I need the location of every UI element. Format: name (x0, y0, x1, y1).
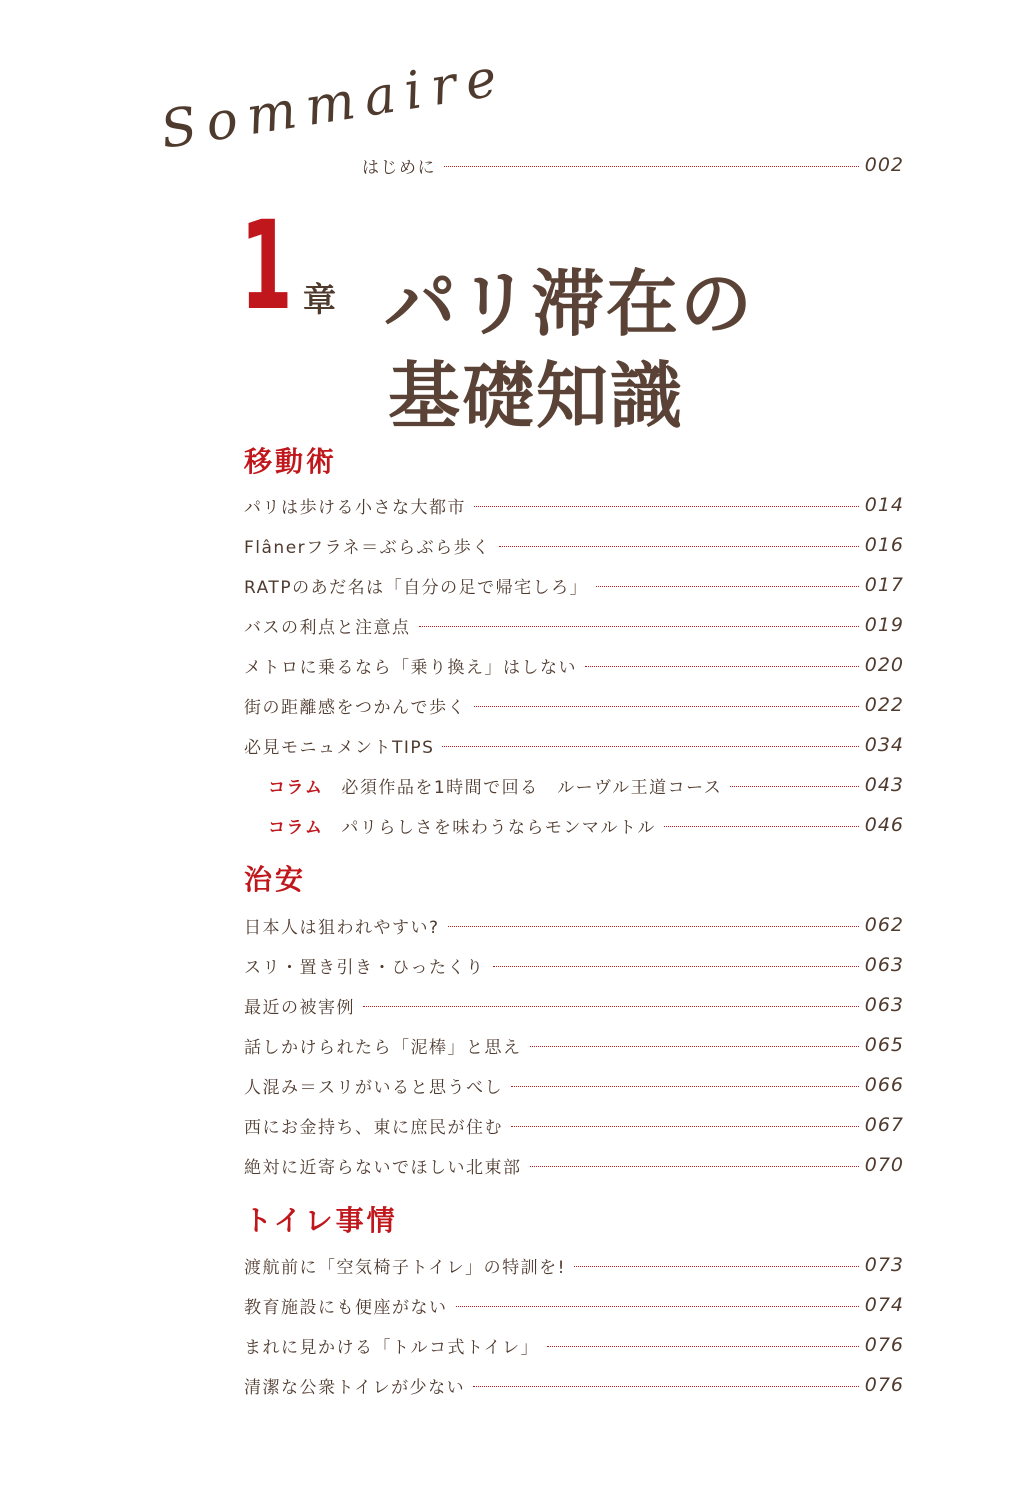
toc-row[interactable] (244, 1110, 904, 1140)
page-number: 043 (864, 774, 904, 796)
page-number: 046 (864, 814, 904, 836)
chapter-suffix: 章 (303, 280, 336, 319)
dotted-leader (664, 826, 859, 827)
toc-row[interactable] (244, 730, 904, 760)
dotted-leader (585, 666, 859, 667)
toc-item-title: 人混み＝スリがいると思うべし (244, 1077, 503, 1098)
page-number: 065 (864, 1034, 904, 1056)
toc-row[interactable] (244, 910, 904, 940)
dotted-leader (511, 1126, 859, 1127)
toc-item-title: まれに見かける「トルコ式トイレ」 (244, 1337, 540, 1358)
column-tag: コラム (268, 817, 324, 838)
toc-item-title: パリらしさを味わうならモンマルトル (341, 817, 656, 838)
toc-row[interactable] (244, 1330, 904, 1360)
toc-row[interactable] (244, 690, 904, 720)
toc-row-column[interactable] (268, 770, 904, 800)
toc-item-title: 街の距離感をつかんで歩く (244, 697, 466, 718)
toc-row[interactable] (244, 1250, 904, 1280)
dotted-leader (574, 1266, 859, 1267)
svg-text:Sommaire: Sommaire (156, 47, 511, 161)
toc-row[interactable] (244, 650, 904, 680)
section-heading-transport: 移動術 (244, 445, 338, 478)
dotted-leader (730, 786, 858, 787)
section-heading-safety: 治安 (244, 863, 307, 896)
page-number: 062 (864, 914, 904, 936)
page-number: 016 (864, 534, 904, 556)
toc-item-title: 西にお金持ち、東に庶民が住む (244, 1117, 503, 1138)
toc-row[interactable] (244, 570, 904, 600)
toc-item-title: 清潔な公衆トイレが少ない (244, 1377, 466, 1398)
page-number: 074 (864, 1294, 904, 1316)
chapter-number: 1 (240, 195, 293, 337)
chapter-title (384, 258, 784, 442)
toc-item-title: 教育施設にも便座がない (244, 1297, 448, 1318)
dotted-leader (596, 586, 859, 587)
page-number: 002 (864, 154, 904, 176)
dotted-leader (448, 926, 859, 927)
toc-row[interactable] (244, 490, 904, 520)
toc-item-title: Flânerフラネ＝ぶらぶら歩く (244, 537, 491, 558)
dotted-leader (456, 1306, 859, 1307)
toc-row[interactable] (244, 1290, 904, 1320)
dotted-leader (444, 166, 859, 167)
toc-item-title: バスの利点と注意点 (244, 617, 411, 638)
page-number: 063 (864, 954, 904, 976)
page-number: 034 (864, 734, 904, 756)
column-tag: コラム (268, 777, 324, 798)
dotted-leader (419, 626, 859, 627)
section-heading-toilets: トイレ事情 (244, 1204, 398, 1237)
page-number: 070 (864, 1154, 904, 1176)
dotted-leader (363, 1006, 859, 1007)
dotted-leader (474, 506, 859, 507)
toc-row-column[interactable] (268, 810, 904, 840)
page-number: 017 (864, 574, 904, 596)
dotted-leader (530, 1166, 859, 1167)
page-number: 066 (864, 1074, 904, 1096)
toc-item-title: 必見モニュメントTIPS (244, 737, 435, 758)
toc-row[interactable] (244, 1150, 904, 1180)
toc-item-title: パリは歩ける小さな大都市 (244, 497, 466, 518)
dotted-leader (474, 706, 859, 707)
page-number: 076 (864, 1334, 904, 1356)
toc-row[interactable] (244, 530, 904, 560)
dotted-leader (511, 1086, 859, 1087)
toc-item-title: RATPのあだ名は「自分の足で帰宅しろ」 (244, 577, 589, 598)
toc-item-title: 最近の被害例 (244, 997, 355, 1018)
toc-item-title: メトロに乗るなら「乗り換え」はしない (244, 657, 577, 678)
toc-item-title: はじめに (362, 157, 436, 178)
dotted-leader (442, 746, 858, 747)
page-number: 076 (864, 1374, 904, 1396)
toc-row[interactable] (244, 990, 904, 1020)
toc-item-title: 話しかけられたら「泥棒」と思え (244, 1037, 522, 1058)
chapter-title-line2: 基礎知識 (388, 354, 685, 438)
dotted-leader (547, 1346, 859, 1347)
toc-row[interactable] (244, 610, 904, 640)
toc-row[interactable] (244, 1030, 904, 1060)
toc-item-title: 渡航前に「空気椅子トイレ」の特訓を! (244, 1257, 566, 1278)
page-number: 067 (864, 1114, 904, 1136)
page-number: 014 (864, 494, 904, 516)
toc-row[interactable] (244, 1370, 904, 1400)
dotted-leader (473, 1386, 859, 1387)
toc-item-title: 日本人は狙われやすい? (244, 917, 440, 938)
dotted-leader (499, 546, 859, 547)
page-number: 022 (864, 694, 904, 716)
page-number: 063 (864, 994, 904, 1016)
toc-item-title: 絶対に近寄らないでほしい北東部 (244, 1157, 522, 1178)
toc-row-intro[interactable] (362, 150, 904, 180)
toc-row[interactable] (244, 950, 904, 980)
page-number: 019 (864, 614, 904, 636)
toc-item-title: 必須作品を1時間で回る ルーヴル王道コース (341, 777, 723, 798)
toc-row[interactable] (244, 1070, 904, 1100)
dotted-leader (530, 1046, 859, 1047)
dotted-leader (493, 966, 859, 967)
chapter-title-line1: パリ滞在の (384, 262, 755, 346)
page-number: 020 (864, 654, 904, 676)
toc-item-title: スリ・置き引き・ひったくり (244, 957, 485, 978)
page-number: 073 (864, 1254, 904, 1276)
